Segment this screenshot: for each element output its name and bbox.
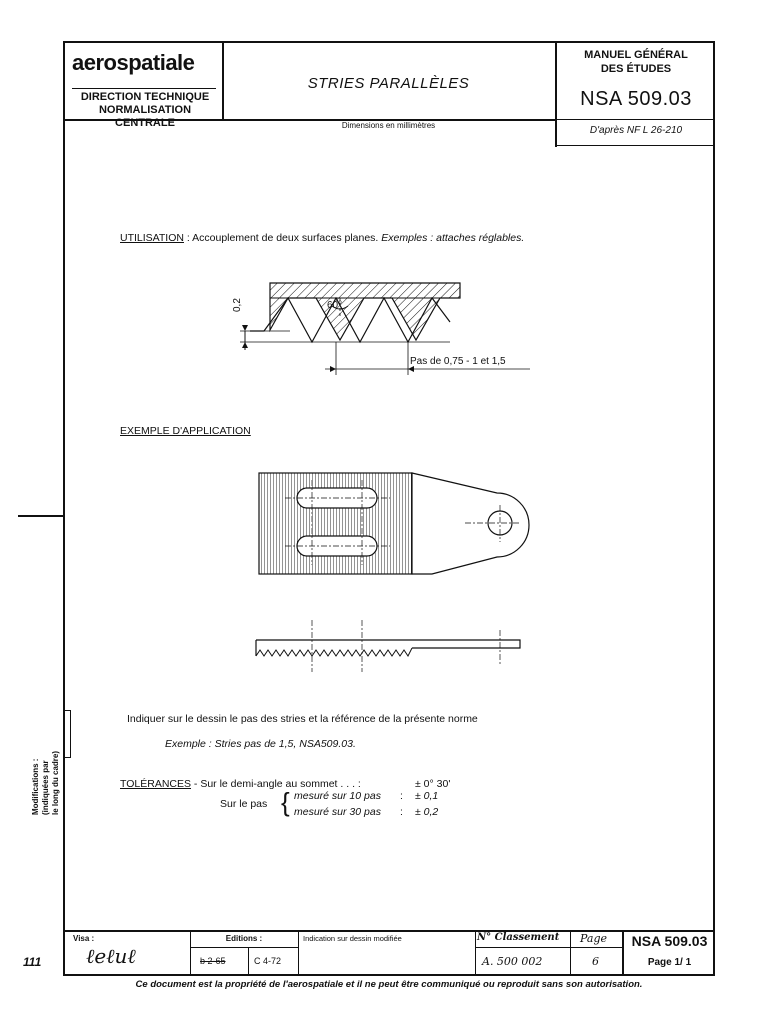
height-label: 0,2 [232,298,243,312]
manual-line-2: DES ÉTUDES [600,63,672,75]
angle-label: 60° [327,300,343,311]
tolerance-row2-colon: : [400,806,403,818]
utilisation-examples: Exemples : attaches réglables. [381,232,525,244]
page-mark: 111 [23,955,42,969]
modification-tab [63,710,71,758]
tolerance-row1-value: ± 0,1 [415,790,439,802]
footer-col-3 [475,930,476,976]
application-instruction: Indiquer sur le dessin le pas des stries et la référence de la présente norme [127,713,478,725]
tolerances-label: TOLÉRANCES [120,778,191,790]
tolerances-angle-text: - Sur le demi-angle au sommet . . . : [191,778,361,790]
side-label-line-3: le long du cadre) [51,750,60,815]
tolerance-row2-value: ± 0,2 [415,806,439,818]
visa-signature: ℓeℓuℓ [86,944,136,968]
footer-col-2 [298,930,299,976]
classement-divider [475,947,622,948]
dept-line-1: DIRECTION TECHNIQUE [80,91,210,103]
tolerance-brace: { [281,787,290,817]
document-title: STRIES PARALLÈLES [307,75,470,92]
footer-col-4 [570,930,571,976]
footer-standard: NSA 509.03 [631,933,708,949]
edition-2: C 4-72 [254,956,282,966]
editions-split [248,947,249,976]
classement-value: A. 500 002 [482,955,543,968]
fold-mark [18,515,64,517]
side-label-line-1: Modifications : [31,758,40,815]
company-logo: aerospatiale [72,50,195,75]
ownership-note: Ce document est la propriété de l'aerospatiale et il ne peut être communiqué ou reproduit sans son autorisation. [135,979,643,990]
classement-label: N° Classement [477,932,560,943]
tolerance-row1-colon: : [400,790,403,802]
standard-number: NSA 509.03 [580,88,692,110]
editions-divider [190,947,298,948]
tolerance-angle-value: ± 0° 30' [415,778,451,790]
pitch-note: Pas de 0,75 - 1 et 1,5 [410,356,506,367]
footer-top-line [63,930,715,932]
tolerance-row1-text: mesuré sur 10 pas [294,790,381,802]
side-label-line-2: (indiquées par [41,760,50,815]
footer-page-of: Page 1/ 1 [647,957,692,968]
dept-line-2: NORMALISATION CENTRALE [98,104,192,129]
tolerance-row2-text: mesuré sur 30 pas [294,806,381,818]
page-label: Page [580,932,608,945]
application-heading: EXEMPLE D'APPLICATION [120,425,251,437]
tolerances-line [120,778,361,790]
indication-note: Indication sur dessin modifiée [303,934,402,943]
dimensions-note: Dimensions en millimètres [341,121,436,130]
utilisation-label: UTILISATION [120,232,184,244]
visa-label: Visa : [73,934,95,943]
utilisation-text: : Accouplement de deux surfaces planes. [183,232,382,244]
tolerance-pitch-label: Sur le pas [220,798,268,810]
application-example: Exemple : Stries pas de 1,5, NSA509.03. [165,738,356,750]
page-value: 6 [592,955,599,968]
edition-1: b 2-65 [200,956,226,966]
reference-note: D'après NF L 26-210 [589,125,683,136]
manual-line-1: MANUEL GÉNÉRAL [584,49,688,61]
editions-label: Editions : [225,934,263,943]
